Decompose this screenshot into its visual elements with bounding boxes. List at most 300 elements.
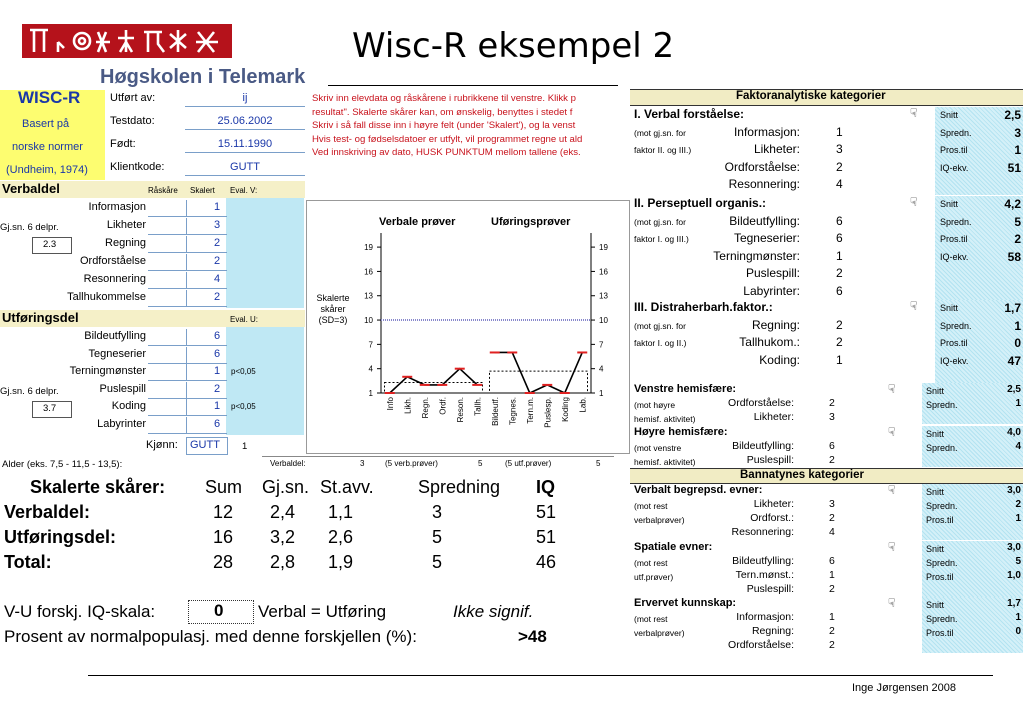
chart-title-left: Verbale prøver [379,216,456,228]
perf-item-value[interactable]: 6 [214,347,221,360]
verbal-item-value[interactable]: 3 [214,219,221,231]
bottom-strip [262,456,614,471]
field-input [185,175,305,176]
stat-label: Snitt [926,487,945,497]
hand-icon: ☟ [910,106,918,120]
institution-name: Høgskolen i Telemark [100,66,306,88]
summary-cell: 16 [213,527,234,547]
x-tick-label: Reson. [455,397,465,423]
summary-header: IQ [536,477,556,497]
wiscr-label: WISC-R [18,88,81,107]
factor-item-name: Puslespill: [746,583,794,595]
factor-item-value: 1 [829,611,835,623]
factor-group-title: Spatiale evner: [634,541,713,553]
perf-item-name: Terningmønster [69,365,146,378]
factor-item-name: Regning: [751,317,800,332]
logo-glyphs [22,24,232,58]
factor-item-name: Tegneserier: [733,231,800,245]
factor-group-title: III. Distraherbarh.faktor.: [634,300,773,314]
perf-item-value[interactable]: 2 [214,382,221,395]
factor-item-name: Tallhukom.: [739,335,800,349]
verbal-item-name: Ordforståelse [79,255,146,267]
factor-item-value: 2 [836,266,843,280]
series-line-0 [390,369,478,393]
summary-cell: 46 [536,552,557,572]
y-tick-label-left: 16 [364,267,373,277]
factor-item-value: 6 [836,283,843,298]
summary-header: St.avv. [320,477,374,497]
perf-item-eval: p<0,05 [231,402,256,412]
factor-item-value: 6 [836,231,843,245]
verbal-item-scaled-cell [186,272,227,289]
verbal-gjsn-value: 2.3 [43,239,57,250]
group-note: (mot rest [634,614,668,624]
factor-item-name: Ordforståelse: [724,159,800,174]
factor-item-value: 6 [829,555,835,567]
factor-item-name: Ordforståelse: [728,396,794,409]
bann-header: Bannatynes kategorier [740,469,864,481]
verbal-item-name: Tallhukommelse [67,291,146,303]
factor-item-name: Puslespill: [745,266,800,280]
verbal-gjsn-label: Gj.sn. 6 delpr. [0,222,59,233]
stat-value: 51 [1007,160,1021,175]
factor-item-value: 2 [829,583,835,595]
verbal-item-cell [148,254,186,271]
factor-item-name: Puslespill: [746,453,794,466]
vu-value: 0 [214,601,224,620]
verbal-item-value[interactable]: 1 [214,201,221,213]
strip-value: (5 utf.prøver) [505,459,552,468]
stat-value: 3,0 [1007,485,1021,496]
factor-item-name: Ordforståelse: [728,639,794,651]
field-label: Klientkode: [110,161,165,173]
x-tick-label: Lab. [578,397,588,413]
stat-label: Snitt [940,199,959,209]
factor-group-title: I. Verbal forståelse: [634,107,745,121]
hand-icon: ☟ [910,299,918,313]
factor-header: Faktoranalytiske kategorier [736,90,886,102]
x-tick-label: Koding [560,397,570,422]
chart-svg [307,201,629,453]
factor-item-name: Likheter: [753,410,794,423]
y-tick-label-right: 19 [599,243,608,253]
factor-item-name: Resonnering: [731,526,794,538]
factor-item-name: Terningmønster: [713,248,800,263]
factor-item-name: Informasjon: [736,611,794,623]
perf-item-scaled-cell [186,364,227,381]
stats-band [935,196,1023,301]
field-value[interactable]: 15.11.1990 [217,138,273,150]
group-note: (mot rest [634,501,668,511]
verbal-item-cell [148,290,186,307]
series-line-1 [495,352,583,393]
field-input [185,106,305,107]
group-note: hemisf. aktivitet) [634,413,696,424]
stat-label: Snitt [926,429,945,439]
instruction-line: Skriv inn elevdata og råskårene i rubrikkene til venstre. Klikk p [312,93,576,104]
col-scaled: Skalert [190,186,215,195]
x-tick-label: Tallh. [473,397,483,416]
factor-item-value: 2 [836,159,843,174]
instruction-line: Skriv i så fall disse inn i høyre felt (under 'Skalert'), og la venst [312,120,576,131]
x-tick-label: Puslesp. [543,397,553,428]
stat-label: Snitt [926,600,945,610]
stat-value: 1,7 [1004,301,1021,315]
summary-header: Sum [205,477,243,497]
factor-item-value: 1 [836,248,843,263]
chart-frame [306,200,630,454]
col-eval-u: Eval. U: [230,315,259,324]
factor-item-name: Likheter: [753,498,794,510]
field-input [185,129,305,130]
stat-value: 2,5 [1004,108,1021,122]
verbal-item-name: Resonnering [83,273,146,285]
perf-item-cell [148,417,186,434]
factor-item-name: Bildeutfylling: [729,213,800,228]
stat-label: Spredn. [940,216,972,227]
gender-extra: 1 [242,441,248,452]
verbal-item-value[interactable]: 4 [214,273,221,285]
perf-item-value[interactable]: 6 [214,418,221,430]
verbal-item-scaled-cell [186,254,227,271]
stat-value: 1,0 [1007,570,1021,581]
prosent-value: >48 [518,627,547,646]
stat-label: Pros.til [940,145,968,155]
stat-value: 1,7 [1007,598,1021,609]
verbal-item-scaled-cell [186,218,227,235]
factor-item-name: Resonnering: [728,177,800,191]
hand-icon: ☟ [888,596,896,610]
group-note: (mot gj.sn. for [634,320,686,331]
stat-label: Snitt [926,386,945,396]
factor-item-name: Bildeutfylling: [732,555,794,567]
age-label: Alder (eks. 7,5 - 11,5 - 13,5): [2,459,123,470]
strip-value: 5 [596,459,601,468]
chart-title-right: Uføringsprøver [491,216,571,228]
factor-item-value: 2 [829,512,835,524]
perf-item-cell [148,347,186,364]
factor-item-value: 6 [836,213,843,228]
group-note: (mot gj.sn. for [634,127,686,138]
footer-credit: Inge Jørgensen 2008 [852,682,956,694]
instruction-line: resultat". Skalerte skårer kan, om ønskelig, benyttes i stedet f [312,106,573,118]
stat-label: Spredn. [926,614,958,624]
summary-cell: 1,9 [328,552,354,572]
summary-header: Spredning [418,477,501,497]
slide-title: Wisc-R eksempel 2 [352,26,675,66]
group-note: hemisf. aktivitet) [634,456,696,467]
perf-item-scaled-cell [186,399,227,416]
verbal-item-value[interactable]: 2 [214,237,221,249]
factor-item-value: 3 [836,142,843,156]
stat-value: 1 [1015,513,1021,524]
factor-group-title: Høyre hemisfære: [634,426,728,438]
summary-cell: 3,2 [270,527,296,547]
stat-value: 4,0 [1007,427,1021,438]
field-value[interactable]: ij [242,92,248,104]
stat-value: 3 [1014,125,1021,140]
factor-item-value: 6 [829,439,835,452]
hand-icon: ☟ [888,483,896,497]
stat-value: 1 [1014,143,1021,157]
perf-item-name: Koding [111,400,146,413]
verbal-item-name: Likheter [106,219,146,231]
verbal-item-value[interactable]: 2 [214,291,221,303]
group-note: faktor I. og II.) [634,338,687,348]
factor-item-name: Informasjon: [733,124,800,139]
stat-value: 3,0 [1007,542,1021,553]
stat-label: Spredn. [940,127,972,138]
vu-label: V-U forskj. IQ-skala: [4,602,156,621]
factor-item-name: Tern.mønst.: [735,569,794,581]
factor-item-value: 3 [829,498,835,510]
stat-value: 0 [1015,626,1021,637]
perf-item-eval: p<0,05 [231,367,256,377]
instruction-line: Ved innskriving av dato, HUSK PUNKTUM mellom tallene (eks. [312,147,581,158]
stat-value: 2,5 [1007,384,1021,395]
y-tick-label-right: 1 [599,389,604,398]
perf-item-name: Bildeutfylling [84,330,146,342]
x-tick-label: Likh. [403,397,413,414]
stat-value: 5 [1015,556,1021,567]
y-tick-label-right: 10 [599,316,608,326]
summary-row-label: Utføringsdel: [4,527,116,547]
vu-signif: Ikke signif. [453,602,534,621]
verbal-item-scaled-cell [186,290,227,307]
perf-item-name: Labyrinter [97,418,146,430]
stat-value: 5 [1014,214,1021,229]
y-tick-label-left: 13 [364,291,373,301]
verbal-item-value[interactable]: 2 [214,255,221,267]
group-note: (mot rest [634,558,668,568]
y-tick-label-left: 7 [368,340,373,350]
summary-cell: 1,1 [328,502,354,522]
stat-label: IQ-ekv. [940,251,969,262]
field-value[interactable]: 25.06.2002 [217,115,273,127]
perf-item-value[interactable]: 1 [214,400,221,413]
stat-value: 58 [1007,249,1021,264]
stat-label: Snitt [926,544,945,554]
verbal-item-name: Informasjon [88,201,146,213]
field-input [185,152,305,153]
stat-label: Pros.til [926,515,954,525]
factor-group-title: Verbalt begrepsd. evner: [634,484,763,496]
group-note: verbalprøver) [634,515,685,525]
stat-label: Pros.til [940,338,968,348]
logo [22,24,232,58]
footer-rule [88,675,993,676]
stat-value: 2 [1014,232,1021,246]
basis-line-2: norske normer [12,141,83,153]
y-tick-label-right: 16 [599,267,608,277]
stat-value: 2 [1015,499,1021,510]
summary-cell: 2,6 [328,527,354,547]
col-raw: Råskåre [148,186,178,195]
basis-line-1: Basert på [22,118,70,130]
field-label: Utført av: [110,92,156,104]
group-note: (mot gj.sn. for [634,216,686,227]
factor-item-value: 2 [836,335,843,349]
verbal-eval-column [226,198,304,308]
y-tick-label-left: 10 [364,316,373,326]
gender-label: Kjønn: [146,439,178,451]
strip-value: 3 [360,459,365,468]
stat-label: Pros.til [926,628,954,638]
perf-item-name: Tegneserier [88,347,146,360]
y-tick-label-right: 13 [599,291,608,301]
hand-icon: ☟ [888,540,896,554]
summary-cell: 3 [432,502,443,522]
factor-item-value: 2 [829,396,835,409]
perf-item-cell [148,329,186,346]
factor-item-name: Bildeutfylling: [732,439,794,452]
perf-item-scaled-cell [186,347,227,364]
x-tick-label: Tegnes. [508,397,518,426]
summary-header: Skalerte skårer: [30,477,166,497]
factor-item-value: 4 [836,177,843,191]
stat-value: 1 [1015,612,1021,623]
instructions-box [306,90,628,174]
perf-eval-column [226,327,304,435]
stat-value: 1 [1015,397,1021,409]
factor-item-name: Likheter: [753,142,800,156]
stat-label: Spredn. [940,320,972,331]
factor-group-title: II. Perseptuell organis.: [634,196,767,210]
summary-cell: 28 [213,552,234,572]
stat-label: IQ-ekv. [940,355,969,366]
x-tick-label: Bildeutf. [490,397,500,426]
group-note: verbalprøver) [634,628,685,638]
summary-cell: 2,4 [270,502,296,522]
stat-label: Pros.til [940,234,968,244]
factor-item-value: 1 [836,124,843,139]
prosent-label: Prosent av normalpopulasj. med denne forskjellen (%): [4,627,417,646]
stat-label: Spredn. [926,399,958,410]
strip-value: Verbaldel: [270,459,306,468]
verbal-item-cell [148,272,186,289]
perf-item-scaled-cell [186,417,227,434]
perf-item-value[interactable]: 6 [214,330,221,342]
header-rule [328,85,618,86]
perf-item-name: Puslespill [99,382,146,395]
summary-header: Gj.sn. [262,477,310,497]
summary-row-label: Total: [4,552,52,572]
stat-label: Spredn. [926,501,958,511]
summary-cell: 51 [536,527,557,547]
summary-cell: 5 [432,552,443,572]
perf-item-value[interactable]: 1 [214,365,221,378]
field-value[interactable]: GUTT [230,161,260,173]
factor-group-title: Ervervet kunnskap: [634,597,737,609]
field-label: Testdato: [110,115,155,127]
factor-item-value: 4 [829,526,835,538]
stat-value: 1 [1014,318,1021,333]
stat-value: 47 [1007,353,1021,368]
verbal-item-scaled-cell [186,200,227,217]
summary-cell: 2,8 [270,552,296,572]
verbal-item-scaled-cell [186,236,227,253]
y-tick-label-left: 4 [368,364,373,374]
x-tick-label: Tern.m. [525,397,535,424]
basis-line-3: (Undheim, 1974) [6,164,88,176]
perf-item-scaled-cell [186,329,227,346]
factor-item-value: 3 [829,410,835,423]
summary-row-label: Verbaldel: [4,502,91,522]
x-tick-label: Regn. [420,397,430,419]
stat-label: IQ-ekv. [940,162,969,173]
group-note: faktor II. og III.) [634,145,692,155]
factor-item-name: Labyrinter: [743,283,800,298]
factor-item-value: 1 [836,352,843,367]
y-tick-label-left: 19 [364,243,373,253]
factor-item-name: Ordforst.: [750,512,794,524]
summary-cell: 5 [432,527,443,547]
perf-gjsn-label: Gj.sn. 6 delpr. [0,386,59,397]
stat-value: 4 [1015,440,1021,452]
factor-item-value: 1 [829,569,835,581]
stat-label: Spredn. [926,442,958,453]
hand-icon: ☟ [910,195,918,209]
group-note: (mot venstre [634,442,682,453]
verbal-item-cell [148,218,186,235]
stat-value: 4,2 [1004,197,1021,211]
hand-icon: ☟ [888,382,896,396]
stat-label: Snitt [940,303,959,313]
factor-item-value: 2 [829,625,835,637]
col-eval-v: Eval. V: [230,186,258,195]
factor-item-name: Koding: [759,352,800,367]
y-tick-label-left: 1 [368,389,373,398]
factor-item-value: 2 [829,639,835,651]
factor-item-value: 2 [829,453,835,466]
group-note: faktor I. og III.) [634,234,689,244]
verbal-item-name: Regning [105,237,146,249]
stat-label: Snitt [940,110,959,120]
x-tick-label: Info [385,397,395,411]
group-note: (mot høyre [634,399,676,410]
perf-item-scaled-cell [186,382,227,399]
y-tick-label-right: 4 [599,364,604,374]
gender-value: GUTT [190,439,220,451]
x-tick-label: Ordf. [438,397,448,415]
factor-item-value: 2 [836,317,843,332]
perf-item-cell [148,382,186,399]
strip-value: (5 verb.prøver) [385,459,438,468]
strip-value: 5 [478,459,483,468]
hand-icon: ☟ [888,425,896,439]
summary-cell: 51 [536,502,557,522]
factor-item-name: Regning: [751,625,794,637]
instruction-line: Hvis test- og fødselsdatoer er utfylt, vil programmet regne ut ald [312,133,583,145]
stat-label: Spredn. [926,558,958,568]
verbal-item-cell [148,200,186,217]
stat-label: Pros.til [926,572,954,582]
stat-value: 0 [1014,336,1021,350]
perf-item-cell [148,399,186,416]
vu-text: Verbal = Utføring [258,602,387,621]
field-label: Født: [110,138,136,150]
verbal-item-cell [148,236,186,253]
perf-gjsn-value: 3.7 [43,403,57,414]
y-axis-label: Skalerte skårer (SD=3) [316,293,350,325]
factor-group-title: Venstre hemisfære: [634,383,737,395]
perf-title: Utføringsdel [2,310,79,325]
verbal-title: Verbaldel [2,181,60,196]
summary-cell: 12 [213,502,234,522]
group-note: utf.prøver) [634,572,674,582]
y-tick-label-right: 7 [599,340,604,350]
perf-item-cell [148,364,186,381]
